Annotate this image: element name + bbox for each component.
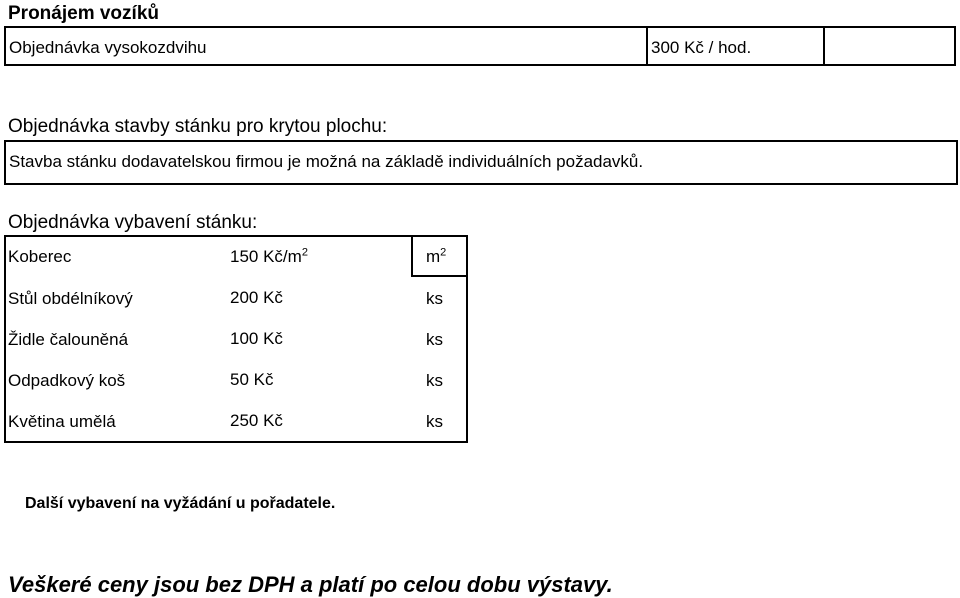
equipment-item-name: Květina umělá xyxy=(8,412,116,431)
equipment-item-name: Koberec xyxy=(8,247,72,266)
equipment-item-price: 50 Kč xyxy=(230,370,274,389)
equipment-item-unit: ks xyxy=(426,412,443,431)
booth-title: Objednávka stavby stánku pro krytou plochu: xyxy=(8,116,388,137)
rental-item: Objednávka vysokozdvihu xyxy=(9,38,207,57)
equipment-item-name: Odpadkový koš xyxy=(8,371,126,390)
equipment-title: Objednávka vybavení stánku: xyxy=(8,212,258,233)
booth-text: Stavba stánku dodavatelskou firmou je možná na základě individuálních požadavků. xyxy=(9,152,644,171)
rental-price: 300 Kč / hod. xyxy=(651,38,752,57)
rental-divider xyxy=(823,26,825,66)
equipment-item-price: 150 $Kč/m^2$ xyxy=(230,246,308,266)
equipment-unit-divider xyxy=(411,235,413,277)
equipment-item-price: 250 Kč xyxy=(230,411,283,430)
equipment-item-name: Židle čalouněná xyxy=(8,330,129,349)
equipment-item-name: Stůl obdélníkový xyxy=(8,289,133,308)
equipment-item-unit: ks xyxy=(426,371,443,390)
equipment-unit-divider xyxy=(411,275,468,277)
rental-divider xyxy=(646,26,648,66)
vat-note: Veškeré ceny jsou bez DPH a platí po celou dobu výstavy. xyxy=(8,572,613,597)
equipment-item-unit: $m^2$ xyxy=(426,246,447,266)
equipment-item-unit: ks xyxy=(426,289,443,308)
rental-title: Pronájem vozíků xyxy=(8,3,159,24)
equipment-item-price: 100 Kč xyxy=(230,329,283,348)
more-equipment-note: Další vybavení na vyžádání u pořadatele. xyxy=(25,495,336,512)
equipment-item-unit: ks xyxy=(426,330,443,349)
equipment-item-price: 200 Kč xyxy=(230,288,283,307)
